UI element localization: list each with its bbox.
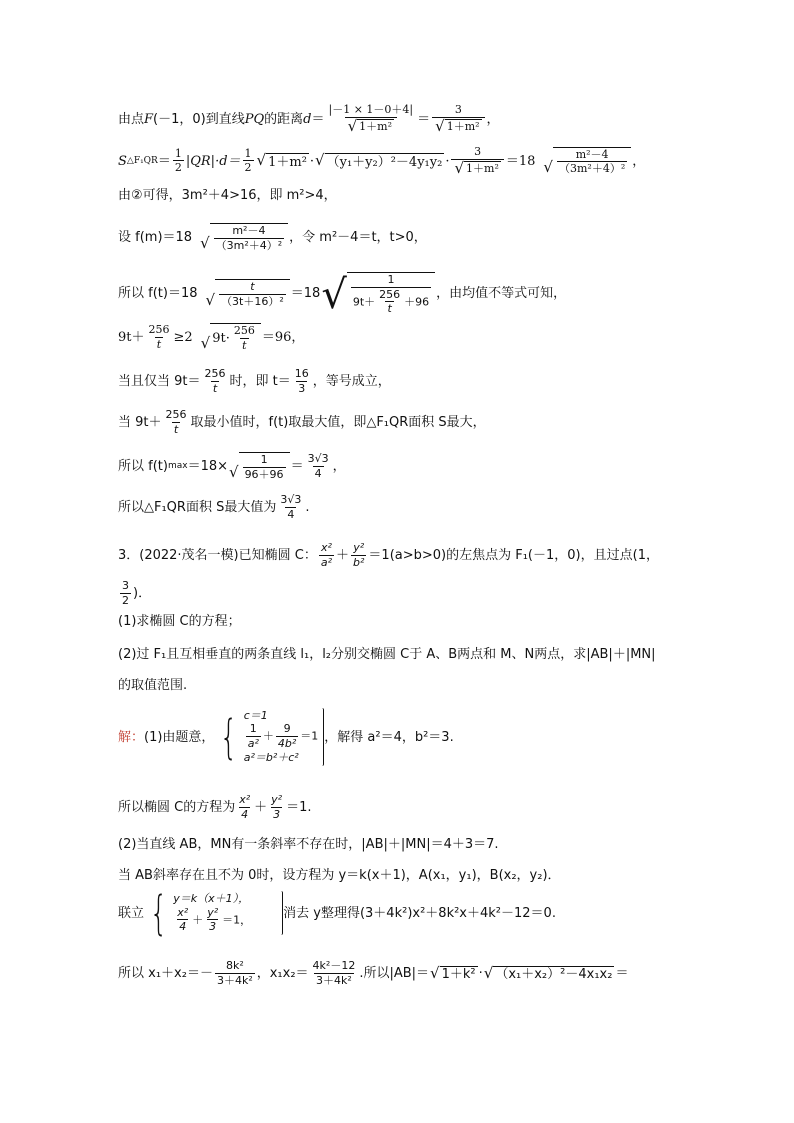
numerator: 4k²－12 [312,959,356,972]
text: 消去 y整理得(3＋4k²)x²＋8k²x＋4k²－12＝0. [283,905,556,921]
line-am-gm [118,323,304,352]
text: · [309,153,315,169]
denominator: 4 [179,920,187,934]
fraction [293,368,311,395]
fraction [215,960,255,987]
text: F [144,111,154,127]
problem-3-statement [118,542,659,569]
numerator: 1 [244,146,252,160]
denominator: 4 [287,507,295,521]
text: 所以 f(t)＝18 [118,286,198,302]
radicand: 1＋m² [359,120,393,134]
numerator: 256 [148,323,170,336]
text: ＝ [311,111,325,127]
ellipse-equation [118,794,311,821]
text: 所以 f(t) [118,459,168,475]
text: .所以|AB|＝ [359,966,430,982]
denominator: √ 1＋m² [345,117,397,135]
text: ，令 m²－4＝t，t>0， [289,230,427,246]
numerator: 3√3 [280,493,302,506]
solution-label: 解： [118,729,145,745]
text: ，x₁x₂＝ [256,966,309,982]
text: )． [133,586,152,602]
solution-part-2-case1 [118,838,499,851]
equation: c＝1 [243,708,268,722]
text: PQ [244,111,265,127]
vieta-and-chord-length [118,960,628,987]
sqrt: √ 1 9t＋ $\frac{256}{t}$ ＋96 [321,272,435,316]
sqrt: √ $\frac{\text{m²－4}}{\text{（3m²＋4）²}}$ [200,223,288,252]
problem-3-point [118,580,151,607]
sqrt: √ $\frac{t}{\text{（3t＋16）²}}$ [206,279,290,308]
numerator: y² [207,905,219,919]
line-area-formula [118,146,645,177]
text: ＝ [157,153,171,169]
text: 当 AB斜率存在且不为 0时，设方程为 y＝k(x＋1)，A(x₁，y₁)，B(x₂，y₂)． [118,868,561,883]
denominator: 4b² [277,737,297,750]
text: ， [632,153,646,169]
denominator: √ 1＋m² [432,117,484,135]
radicand: 1＋m² [446,120,480,134]
fraction [432,104,484,135]
text: (2)当直线 AB，MN有一条斜率不存在时，|AB|＋|MN|＝4＋3＝7. [118,837,499,852]
question-1 [118,615,241,628]
denominator: 2 [122,593,129,607]
line-define-f [118,223,427,252]
numerator: 256 [165,408,187,421]
equation-system [144,886,283,940]
denominator: t [173,422,179,436]
text: ，解得 a²＝4，b²＝3. [324,729,454,745]
text: ， [332,459,346,475]
denominator: （3m²＋4）² [215,238,283,252]
denominator: （3m²＋4）² [558,162,626,176]
numerator: 16 [294,367,309,380]
fraction [173,148,184,175]
text: 9t· [212,331,230,347]
line-distance [118,104,500,135]
numerator: 256 [379,287,401,301]
fraction [311,960,358,987]
line-condition [118,189,337,202]
numerator: 3 [474,145,482,158]
text: 当 9t＋ [118,415,162,431]
numerator: m²－4 [575,147,609,161]
text: · [478,966,483,982]
radicand: （y₁＋y₂）²－4y₁y₂ [326,154,443,170]
text: ＋96 [404,295,430,309]
equation-system [214,708,324,766]
text: 所以△F₁QR面积 S最大值为 [118,500,277,516]
text: (2)过 F₁且互相垂直的两条直线 l₁，l₂分别交椭圆 C于 A、B两点和 M、N两点，求|AB|＋|MN| [118,647,656,662]
numerator: 1 [260,453,268,466]
text: S [118,153,127,169]
numerator: 256 [204,367,226,380]
fraction [147,324,172,351]
text: (1)求椭圆 C的方程； [118,614,241,629]
sqrt: √ 1＋m² [256,151,307,170]
denominator: t [387,302,392,316]
denominator [351,287,431,316]
text: 取最小值时，f(t)取最大值，即△F₁QR面积 S最大， [190,415,486,431]
denominator: t [212,381,218,395]
subscript: △F₁QR [126,155,158,166]
line-f-of-t [118,272,566,316]
denominator: 2 [174,161,182,175]
text: ＝18 [290,286,321,302]
denominator: t [242,338,247,352]
question-2-cont [118,679,187,692]
numerator: 8k² [225,959,244,972]
simultaneous-equations [118,886,556,940]
fraction [327,104,416,135]
text: 的距离 [264,111,304,127]
text: (1)由题意， [144,729,215,745]
text: ＋ [336,548,350,564]
text: 3．(2022·茂名一模)已知椭圆 C： [118,548,317,564]
text: ，由均值不等式可知， [436,286,567,302]
fraction [120,580,131,607]
line-f-max [118,452,346,481]
fraction [269,794,284,821]
text: ＝1(a>b>0)的左焦点为 F₁(－1，0)，且过点(1， [368,548,659,564]
numerator: y² [271,793,283,806]
radicand: 1＋m² [268,154,307,170]
fraction [237,794,252,821]
numerator: |－1 × 1－0＋4| [328,103,414,116]
sqrt: √ 1＋k² [430,963,476,983]
denominator: 3＋4k² [316,973,352,987]
text: ＝18 [505,153,536,169]
text: d [303,111,312,127]
subscript: max [167,461,188,472]
numerator: 3√3 [307,452,329,465]
numerator: t [250,280,255,294]
fraction [203,368,228,395]
denominator: 3 [273,807,281,821]
denominator: 96＋96 [244,467,284,481]
text: ＝ [290,459,304,475]
sqrt: √ $\frac{\text{m²－4}}{\text{（3m²＋4）²}}$ [543,147,631,176]
equation [244,723,319,750]
fraction [451,146,503,177]
fraction [306,453,331,480]
radicand: 1＋k² [441,967,476,983]
text: ＋ [192,913,204,927]
text: 当且仅当 9t＝ [118,374,201,390]
line-area-max [118,494,310,521]
line-min-max [118,409,486,436]
text: 所以椭圆 C的方程为 [118,800,236,816]
fraction [164,409,189,436]
text: ，等号成立， [312,374,391,390]
denominator: （3t＋16）² [221,294,284,308]
text: 由点 [118,111,145,127]
text: 由②可得，3m²＋4>16，即 m²>4， [118,188,337,203]
numerator: m²－4 [232,224,266,237]
denominator: 2 [244,161,252,175]
numerator: 9 [283,722,291,736]
text: ＝96， [261,330,305,346]
line-equality [118,368,391,395]
denominator: b² [353,555,365,569]
text: ＋ [254,800,268,816]
denominator: 3＋4k² [216,973,253,987]
solution-part-1 [118,708,454,766]
system-rows [244,709,319,766]
denominator: √ 1＋m² [451,159,503,177]
left-brace: { [220,710,238,764]
left-brace: { [149,886,168,940]
denominator: 3 [298,381,306,395]
fraction [243,148,254,175]
text: 9t＋ [118,330,145,346]
equation: a²＝b²＋c² [243,750,299,764]
text: 时，即 t＝ [229,374,291,390]
equation: y＝k（x＋1）， [173,891,250,905]
text: ＝18× [187,459,228,475]
text: ， [486,111,500,127]
numerator: x² [239,793,251,806]
text: ＝1. [286,800,312,816]
text: 联立 [118,905,145,921]
numerator: x² [320,541,332,554]
text: ＋ [262,730,274,743]
denominator: a² [320,555,332,569]
fraction [319,542,334,569]
text: 的取值范围. [118,678,188,693]
solution-part-2-case2 [118,869,561,882]
text: · [445,153,450,169]
equation [173,907,251,934]
numerator: 1 [387,273,395,286]
text: ＝ [417,111,431,127]
numerator: 256 [233,324,255,337]
denominator: 4 [241,807,249,821]
numerator: 3 [122,579,129,592]
text: ＝ [615,966,629,982]
sqrt: √ （y₁＋y₂）²－4y₁y₂ [315,151,443,170]
text: |QR|·d＝ [185,153,241,169]
sqrt: √ 9t· $\frac{256}{t}$ [201,323,261,352]
numerator: 1 [174,146,182,160]
fraction [278,494,303,521]
numerator: 3 [454,103,462,116]
system-rows [173,892,251,934]
text: ＝1， [222,913,252,927]
radicand: （x₁＋x₂）²－4x₁x₂ [495,967,613,983]
text: ≥2 [173,330,193,346]
sqrt: √ $\frac{1}{96+96}$ [229,452,290,481]
denominator: 3 [209,920,217,934]
text: . [305,500,310,516]
text: ＝1 [300,730,319,743]
fraction [351,542,366,569]
denominator: a² [247,737,259,750]
denominator: 4 [314,466,322,480]
radicand: 1＋m² [466,162,499,176]
numerator: 1 [249,722,257,736]
question-2 [118,648,656,661]
text: 9t＋ [352,295,376,309]
numerator: y² [353,541,365,554]
text: 所以 x₁＋x₂＝－ [118,966,213,982]
sqrt: √ （x₁＋x₂）²－4x₁x₂ [483,963,613,983]
numerator: x² [177,905,189,919]
denominator: t [156,337,162,351]
text: (－1，0)到直线 [153,111,245,127]
text: 设 f(m)＝18 [118,230,193,246]
